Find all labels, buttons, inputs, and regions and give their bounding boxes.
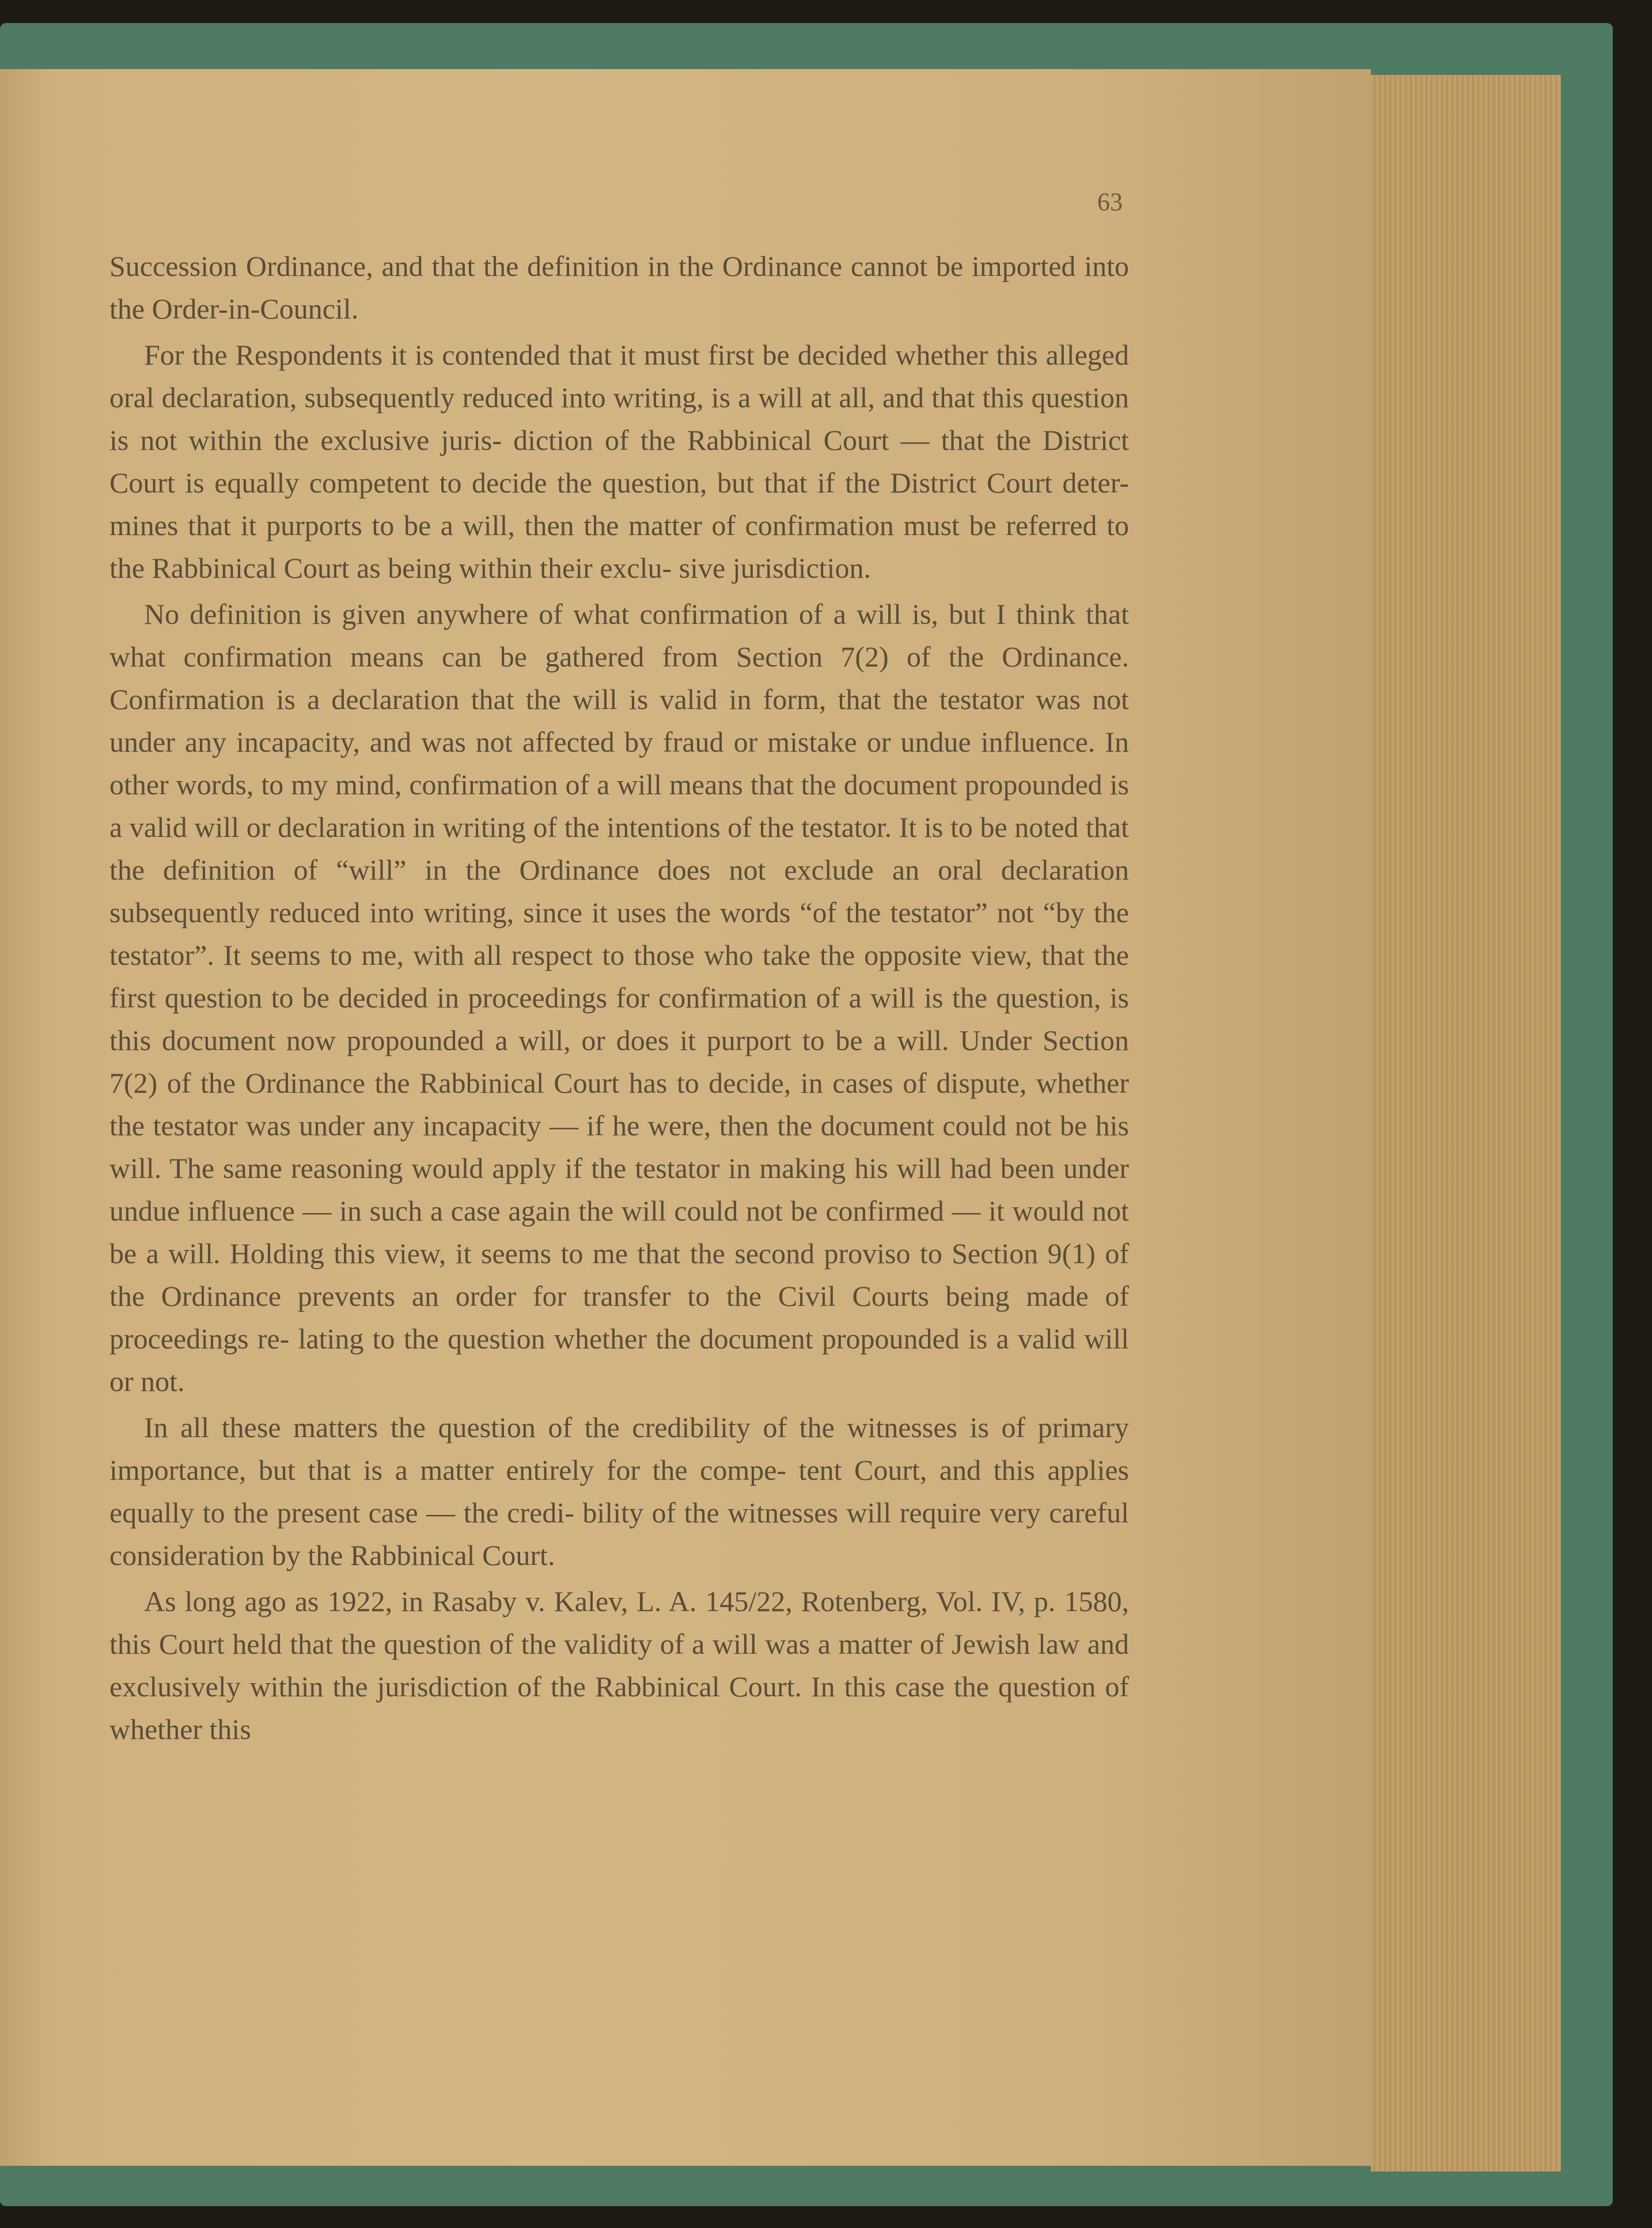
paragraph: In all these matters the question of the credibility of the witnesses is of primary importance, but that is a matter entirely for the compe- tent Court, and this applies equally to the present case — the credi- bility of the witnesses will require very careful consideration by the Rabbinical Court. xyxy=(109,1411,1129,1571)
body-text xyxy=(109,245,1129,1754)
paragraph: No definition is given anywhere of what confirmation of a will is, but I think that what confirmation means can be gathered from Section 7(2) of the Ordinance. Confirmation is a declaration that the will is valid in form, that the testator was not under any incapacity, and was not affected by fraud or mistake or undue influence. In other words, to my mind, confirmation of a will means that the document propounded is a valid will or declaration in writing of the intentions of the testator. It is to be noted that the definition of “will” in the Ordinance does not exclude an oral declaration subsequently reduced into writing, since it uses the words “of the testator” not “by the testator”. It seems to me, with all respect to those who take the opposite view, that the first question to be decided in proceedings for confirmation of a will is the question, is this document now propounded a will, or does it purport to be a will. Under Section 7(2) of the Ordinance the Rabbinical Court has to decide, in cases of dispute, whether the testator was under any incapacity — if he were, then the document could not be his will. The same reasoning would apply if the testator in making his will had been under undue influence — in such a case again the will could not be confirmed — it would not be a will. Holding this view, it seems to me that the second proviso to Section 9(1) of the Ordinance prevents an order for transfer to the Civil Courts being made of proceedings re- lating to the question whether the document propounded is a valid will or not. xyxy=(109,598,1129,1397)
paragraph: Succession Ordinance, and that the definition in the Ordinance cannot be imported into the Order-in-Council. xyxy=(109,250,1129,325)
paragraph: For the Respondents it is contended that it must first be decided whether this alleged oral declaration, subsequently reduced into writing, is a will at all, and that this question is not within the exclusive juris- diction of the Rabbinical Court — that the District Court is equally competent to decide the question, but that if the District Court deter- mines that it purports to be a will, then the matter of confirmation must be referred to the Rabbinical Court as being within their exclu- sive jurisdiction. xyxy=(109,339,1129,584)
page-number: 63 xyxy=(1097,188,1123,216)
page-edges xyxy=(1371,75,1561,2172)
paragraph: As long ago as 1922, in Rasaby v. Kalev, L. A. 145/22, Rotenberg, Vol. IV, p. 1580, this Court held that the question of the validity of a will was a matter of Jewish law and exclusively within the jurisdiction of the Rabbinical Court. In this case the question of whether this xyxy=(109,1585,1129,1745)
